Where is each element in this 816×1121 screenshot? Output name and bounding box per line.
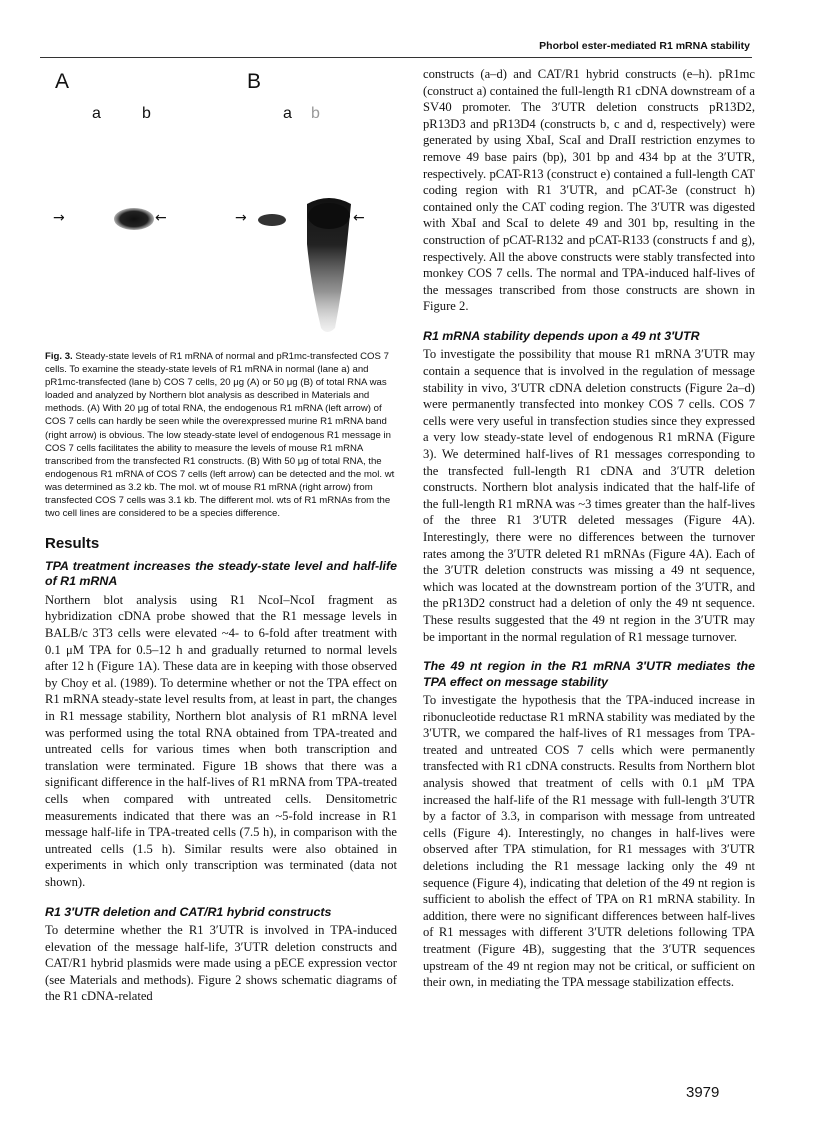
lane-a-label: a [283, 105, 292, 122]
section-body: To investigate the hypothesis that the TPA-induced increase in ribonucleotide reductase R1 mRNA stability was mediated by the 3′UTR, we compared the half-lives of R1 messages from TPA-treated and untreated COS 7 cells which were permanently transfected with R1 cDNA constructs. Results from Northern blot analysis showed that treatment of cells with 0.1 μM TPA increased the half-life of the R1 message with full-length 3′UTR by a factor of 3.3, in comparison with message from untreated cells (Figure 4). Interestingly, no changes in half-lives were observed after TPA stimulation, for R1 messages with 3′UTR deletions including the R1 message lacking only the 49 nt sequence (Figure 4), indicating that deletion of the 49 nt region is sufficient to abolish the effect of TPA on R1 mRNA stability. In addition, there were no significant differences between half-lives of R1 messages with different 3′UTR deletions following TPA treatment (Figure 4B), suggesting that the 3′UTR sequences upstream of the 49 nt region may not be critical, or sufficient on their own, in mediating the TPA message stabilization effects. [423, 693, 755, 990]
lane-a-label: a [92, 105, 101, 122]
left-column [45, 66, 397, 1005]
section-title: R1 3′UTR deletion and CAT/R1 hybrid constructs [45, 904, 332, 919]
left-arrow-icon: → [235, 210, 247, 226]
lane-b-label: b [142, 105, 151, 122]
results-heading: Results [45, 535, 100, 553]
section-body: Northern blot analysis using R1 NcoI–NcoI fragment as hybridization cDNA probe showed that the R1 message levels in BALB/c 3T3 cells were elevated ~4- to 6-fold after treatment with 0.1 μM TPA for 0.5–12 h and gradually returned to normal levels after 12 h (Figure 1A). These data are in keeping with those observed by Choy et al. (1989). To determine whether or not the TPA effect on R1 mRNA steady-state level results from, at least in part, the changes in R1 message stability, Northern blot analysis of R1 mRNA level was performed using the total RNA obtained from TPA-treated and untreated cells for various times when both transcription and translation were terminated. Figure 1B shows that there was a significant difference in the half-lives of R1 mRNA from TPA-treated cells when compared with untreated cells. Densitometric measurements indicated that there was an ~5-fold increase in R1 message half-life in TPA-treated cells (7.5 h), in comparison with the untreated cells (1.5 h). Similar results were also obtained in experiments in which only transcription was terminated (data not shown). [45, 592, 397, 889]
section-title: TPA treatment increases the steady-state level and half-life of R1 mRNA [45, 558, 397, 589]
section-body: To determine whether the R1 3′UTR is involved in TPA-induced elevation of the message half-life, 3′UTR deletion constructs and CAT/R1 hybrid plasmids were made using a pECE expression vector (see Materials and methods). Figure 2 shows schematic diagrams of the R1 cDNA-related [45, 923, 397, 1004]
figure-caption [45, 350, 397, 520]
running-head: Phorbol ester-mediated R1 mRNA stability [539, 40, 750, 52]
section-body: To investigate the possibility that mouse R1 mRNA 3′UTR may contain a sequence that is involved in the regulation of message stability in vivo, 3′UTR cDNA deletion constructs (Figure 2a–d) were permanently transfected into monkey COS 7 cells. COS 7 cells were very useful in transfection studies since they expressed a very low steady-state level of endogenous R1 mRNA (Figure 3). We determined half-lives of R1 messages corresponding to the transfected full-length R1 cDNA and 3′UTR deletion constructs. Northern blot analysis indicated that the half-life of the full-length R1 mRNA was ~3 times greater than the half-lives of the three R1 3′UTR deleted messages (Figure 4A). Interestingly, there were no differences between the turnover rates among the 3′UTR deleted R1 mRNAs (Figure 4A). Each of the 3′UTR deletion constructs was missing a 49 nt sequence, which was located at the downstream portion of the 3′UTR, and the pR13D2 construct had a deletion of only the 49 nt sequence. These results suggested that the 49 nt region in the 3′UTR may be important in the normal regulation of R1 message turnover. [423, 347, 755, 644]
section-title: R1 mRNA stability depends upon a 49 nt 3′UTR [423, 328, 700, 343]
right-column [423, 66, 755, 991]
lane-b-label: b [311, 105, 320, 122]
page-number: 3979 [686, 1084, 720, 1101]
right-arrow-icon: ← [155, 210, 167, 226]
section-body: constructs (a–d) and CAT/R1 hybrid constructs (e–h). pR1mc (construct a) contained the full-length R1 cDNA downstream of a SV40 promoter. The 3′UTR deletion constructs pR13D2, pR13D3 and pR13D4 (constructs b, c and d, respectively) were generated by using XbaI, ScaI and DraII restriction enzymes to remove 49 base pairs (bp), 301 bp and 434 bp at the 3′UTR, respectively. pCAT-R13 (construct e) contained a full-length CAT coding region with R1 3′UTR, and pCAT-3e (construct h) contained only the CAT coding region. The 3′UTR was digested with XbaI and ScaI to delete 49 and 301 bp, resulting in the construction of pCAT-R132 and pCAT-R133 (constructs f and g), respectively. All the above constructs were stably transfected into monkey COS 7 cells. The normal and TPA-induced half-lives of the messages transcribed from those constructs are shown in Figure 2. [423, 67, 755, 314]
caption-label: Fig. 3. [45, 351, 73, 362]
figure-3 [45, 66, 397, 344]
northern-blot-image [45, 66, 397, 344]
blot-band-b-endogenous [258, 214, 286, 226]
header-rule [40, 57, 752, 58]
blot-band-b-core [308, 203, 350, 229]
section-title: The 49 nt region in the R1 mRNA 3′UTR mediates the TPA effect on message stability [423, 659, 755, 689]
panel-a-label: A [55, 70, 70, 93]
left-arrow-icon: → [53, 210, 65, 226]
blot-band-a-overexpressed [114, 208, 154, 230]
right-arrow-icon: ← [353, 210, 365, 226]
panel-b-label: B [247, 70, 262, 93]
caption-text: Steady-state levels of R1 mRNA of normal and pR1mc-transfected COS 7 cells. To examine the steady-state levels of R1 mRNA in normal (lane a) and pR1mc-transfected (lane b) COS 7 cells, 20 μg (A) or 50 μg (B) of total RNA was loaded and analyzed by Northern blot analysis as described in Materials and methods. (A) With 20 μg of total RNA, the endogenous R1 mRNA (left arrow) of COS 7 cells can hardly be seen while the overexpressed murine R1 mRNA band (right arrow) is obvious. The low steady-state level of endogenous R1 message in COS 7 cells facilitates the ability to measure the levels of mouse R1 mRNA transcribed from the transfected R1 constructs. (B) With 50 μg of total RNA, the endogenous R1 mRNA of COS 7 cells (left arrow) can be detected and the mol. wt was determined as 3.2 kb. The mol. wt of mouse R1 mRNA (right arrow) from transfected COS 7 cells was 3.1 kb. The different mol. wts of R1 mRNAs from the two cell lines are considered to be a species difference. [45, 351, 395, 520]
